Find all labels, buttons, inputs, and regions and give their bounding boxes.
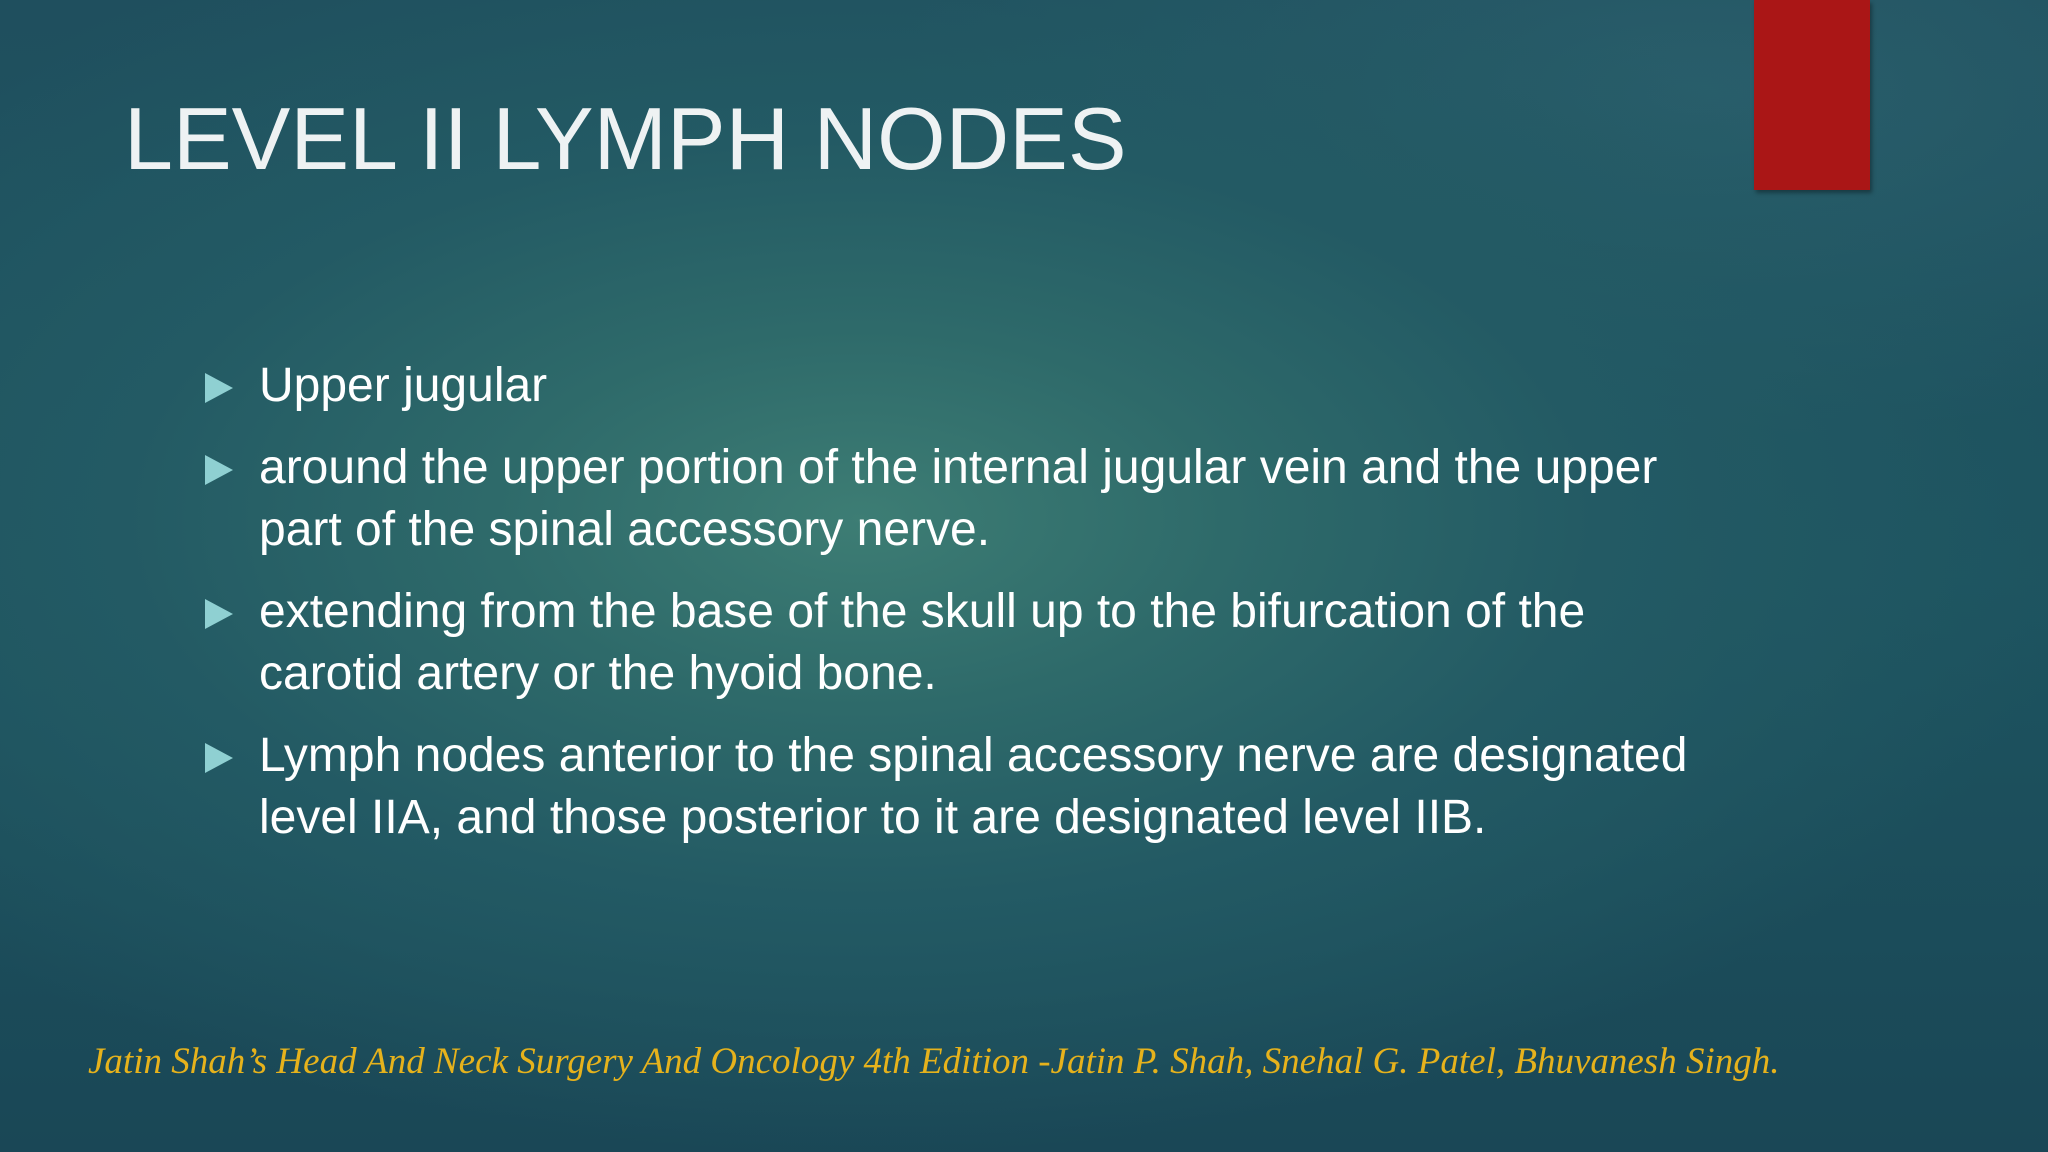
citation-text: Jatin Shah’s Head And Neck Surgery And Oncology 4th Edition -Jatin P. Shah, Snehal G. Patel, Bhuvanesh Singh. [88,1041,1780,1082]
bullet-item [200,437,1700,561]
slide-title: LEVEL II LYMPH NODES [124,89,1127,188]
bullet-text: around the upper portion of the internal jugular vein and the upper part of the spinal accessory nerve. [259,441,1658,556]
bullet-item [200,355,1700,417]
bullet-text: Lymph nodes anterior to the spinal accessory nerve are designated level IIA, and those posterior to it are designated level IIB. [259,729,1688,844]
triangle-bullet-icon [205,743,233,773]
bullet-item [200,581,1700,705]
triangle-bullet-icon [205,373,233,403]
bullet-list [200,355,1700,869]
red-accent-bar [1754,0,1870,190]
bullet-item [200,725,1700,849]
triangle-bullet-icon [205,455,233,485]
bullet-text: extending from the base of the skull up to the bifurcation of the carotid artery or the hyoid bone. [259,585,1586,700]
triangle-bullet-icon [205,599,233,629]
bullet-text: Upper jugular [259,359,548,412]
